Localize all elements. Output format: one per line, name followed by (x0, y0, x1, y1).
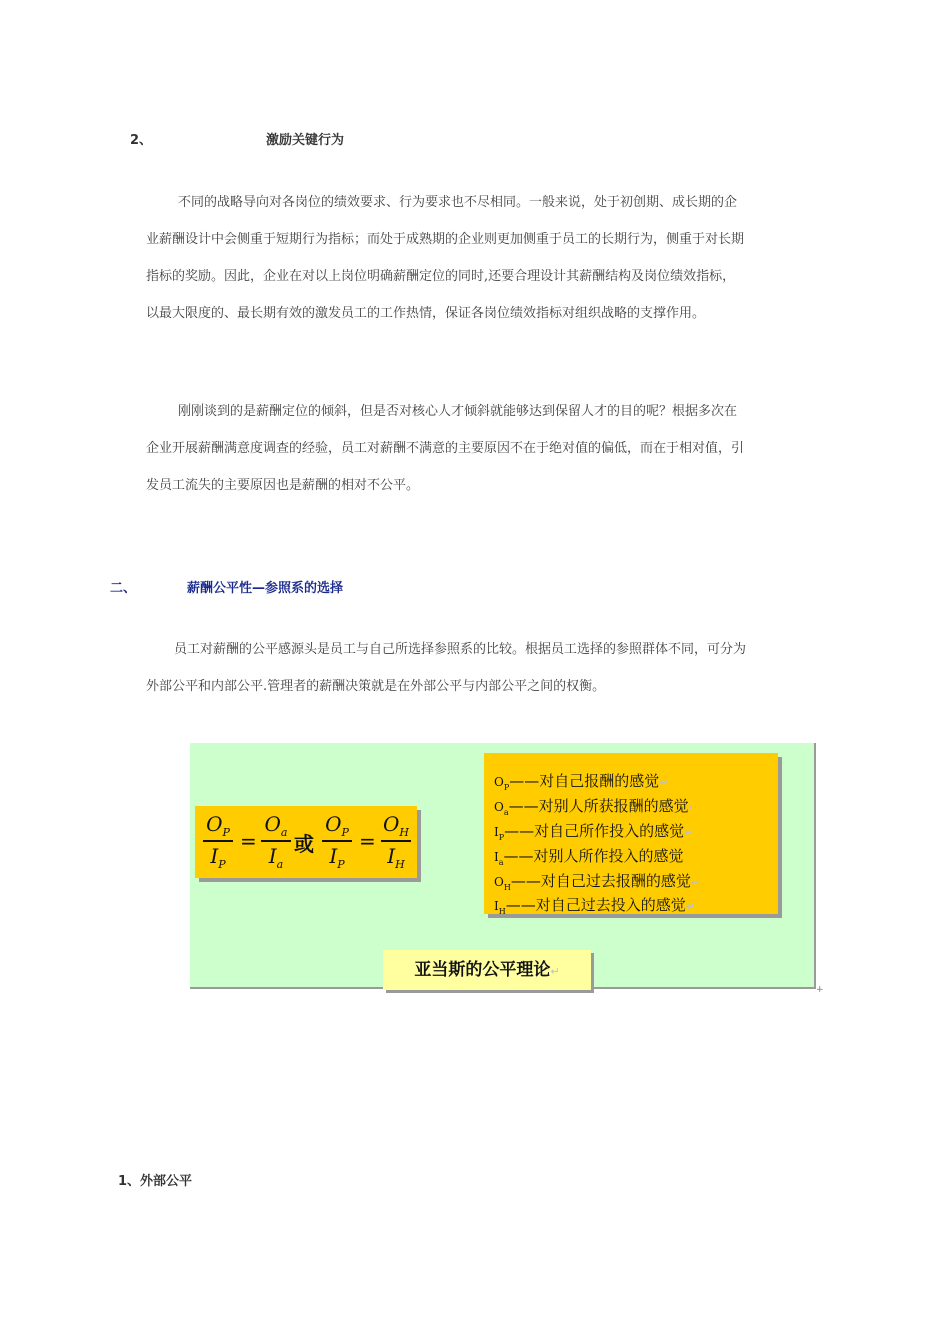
subsection-title: 1、外部公平 (118, 1174, 193, 1189)
equals-sign: = (359, 829, 376, 853)
paragraph-fairness (146, 631, 808, 705)
paragraph-line: 刚刚谈到的是薪酬定位的倾斜，但是否对核心人才倾斜就能够达到保留人才的目的呢？根据多次在 (178, 404, 738, 419)
paragraph-strategy (146, 184, 808, 332)
fraction-op-ip: $\frac{O_P}{I_P}$ (203, 812, 233, 871)
fraction-oh-ih: $\frac{O_H}{I_H}$ (383, 812, 409, 871)
definitions-box (484, 753, 778, 914)
section-number: 二、 (110, 581, 137, 596)
definition-item: $I_a——$对别人所作投入的感觉 (494, 847, 684, 867)
section-title: 薪酬公平性—参照系的选择 (187, 581, 344, 596)
paragraph-tilt (146, 393, 808, 504)
paragraph-line: 不同的战略导向对各岗位的绩效要求、行为要求也不尽相同。一般来说，处于初创期、成长期的企 (178, 195, 738, 210)
section-title: 激励关键行为 (266, 133, 345, 148)
figure-title: 亚当斯的公平理论↵ (383, 950, 591, 990)
equals-sign: = (240, 829, 257, 853)
table-end-mark: + (816, 985, 824, 995)
definition-item: $O_P——$对自己报酬的感觉↵ (494, 772, 669, 792)
formula-box (195, 806, 417, 878)
fraction-oa-ia: $\frac{O_a}{I_a}$ (261, 812, 291, 871)
paragraph-line: 以最大限度的、最长期有效的激发员工的工作热情，保证各岗位绩效指标对组织战略的支撑作用。 (146, 306, 706, 321)
paragraph-line: 员工对薪酬的公平感源头是员工与自己所选择参照系的比较。根据员工选择的参照群体不同，可分为 (174, 642, 747, 657)
definition-item: $I_H——$对自己过去投入的感觉↵ (494, 896, 695, 916)
paragraph-line: 业薪酬设计中会侧重于短期行为指标；而处于成熟期的企业则更加侧重于员工的长期行为，侧重于对长期 (146, 232, 745, 247)
definition-item: $O_a——$对别人所获报酬的感觉↵ (494, 797, 698, 817)
definition-item: $I_P——$对自己所作投入的感觉↵ (494, 822, 694, 842)
equity-theory-figure (190, 743, 816, 989)
section-number: 2、 (130, 133, 153, 148)
paragraph-line: 外部公平和内部公平.管理者的薪酬决策就是在外部公平与内部公平之间的权衡。 (146, 679, 606, 694)
definition-item: $O_H——$对自己过去报酬的感觉↵ (494, 872, 701, 892)
paragraph-line: 指标的奖励。因此，企业在对以上岗位明确薪酬定位的同时,还要合理设计其薪酬结构及岗位绩效指标， (146, 269, 736, 284)
paragraph-line: 企业开展薪酬满意度调查的经验，员工对薪酬不满意的主要原因不在于绝对值的偏低，而在于相对值，引 (146, 441, 745, 456)
or-label: 或 (294, 832, 314, 856)
paragraph-line: 发员工流失的主要原因也是薪酬的相对不公平。 (146, 478, 420, 493)
fraction-op-ip-2: $\frac{O_P}{I_P}$ (322, 812, 352, 871)
